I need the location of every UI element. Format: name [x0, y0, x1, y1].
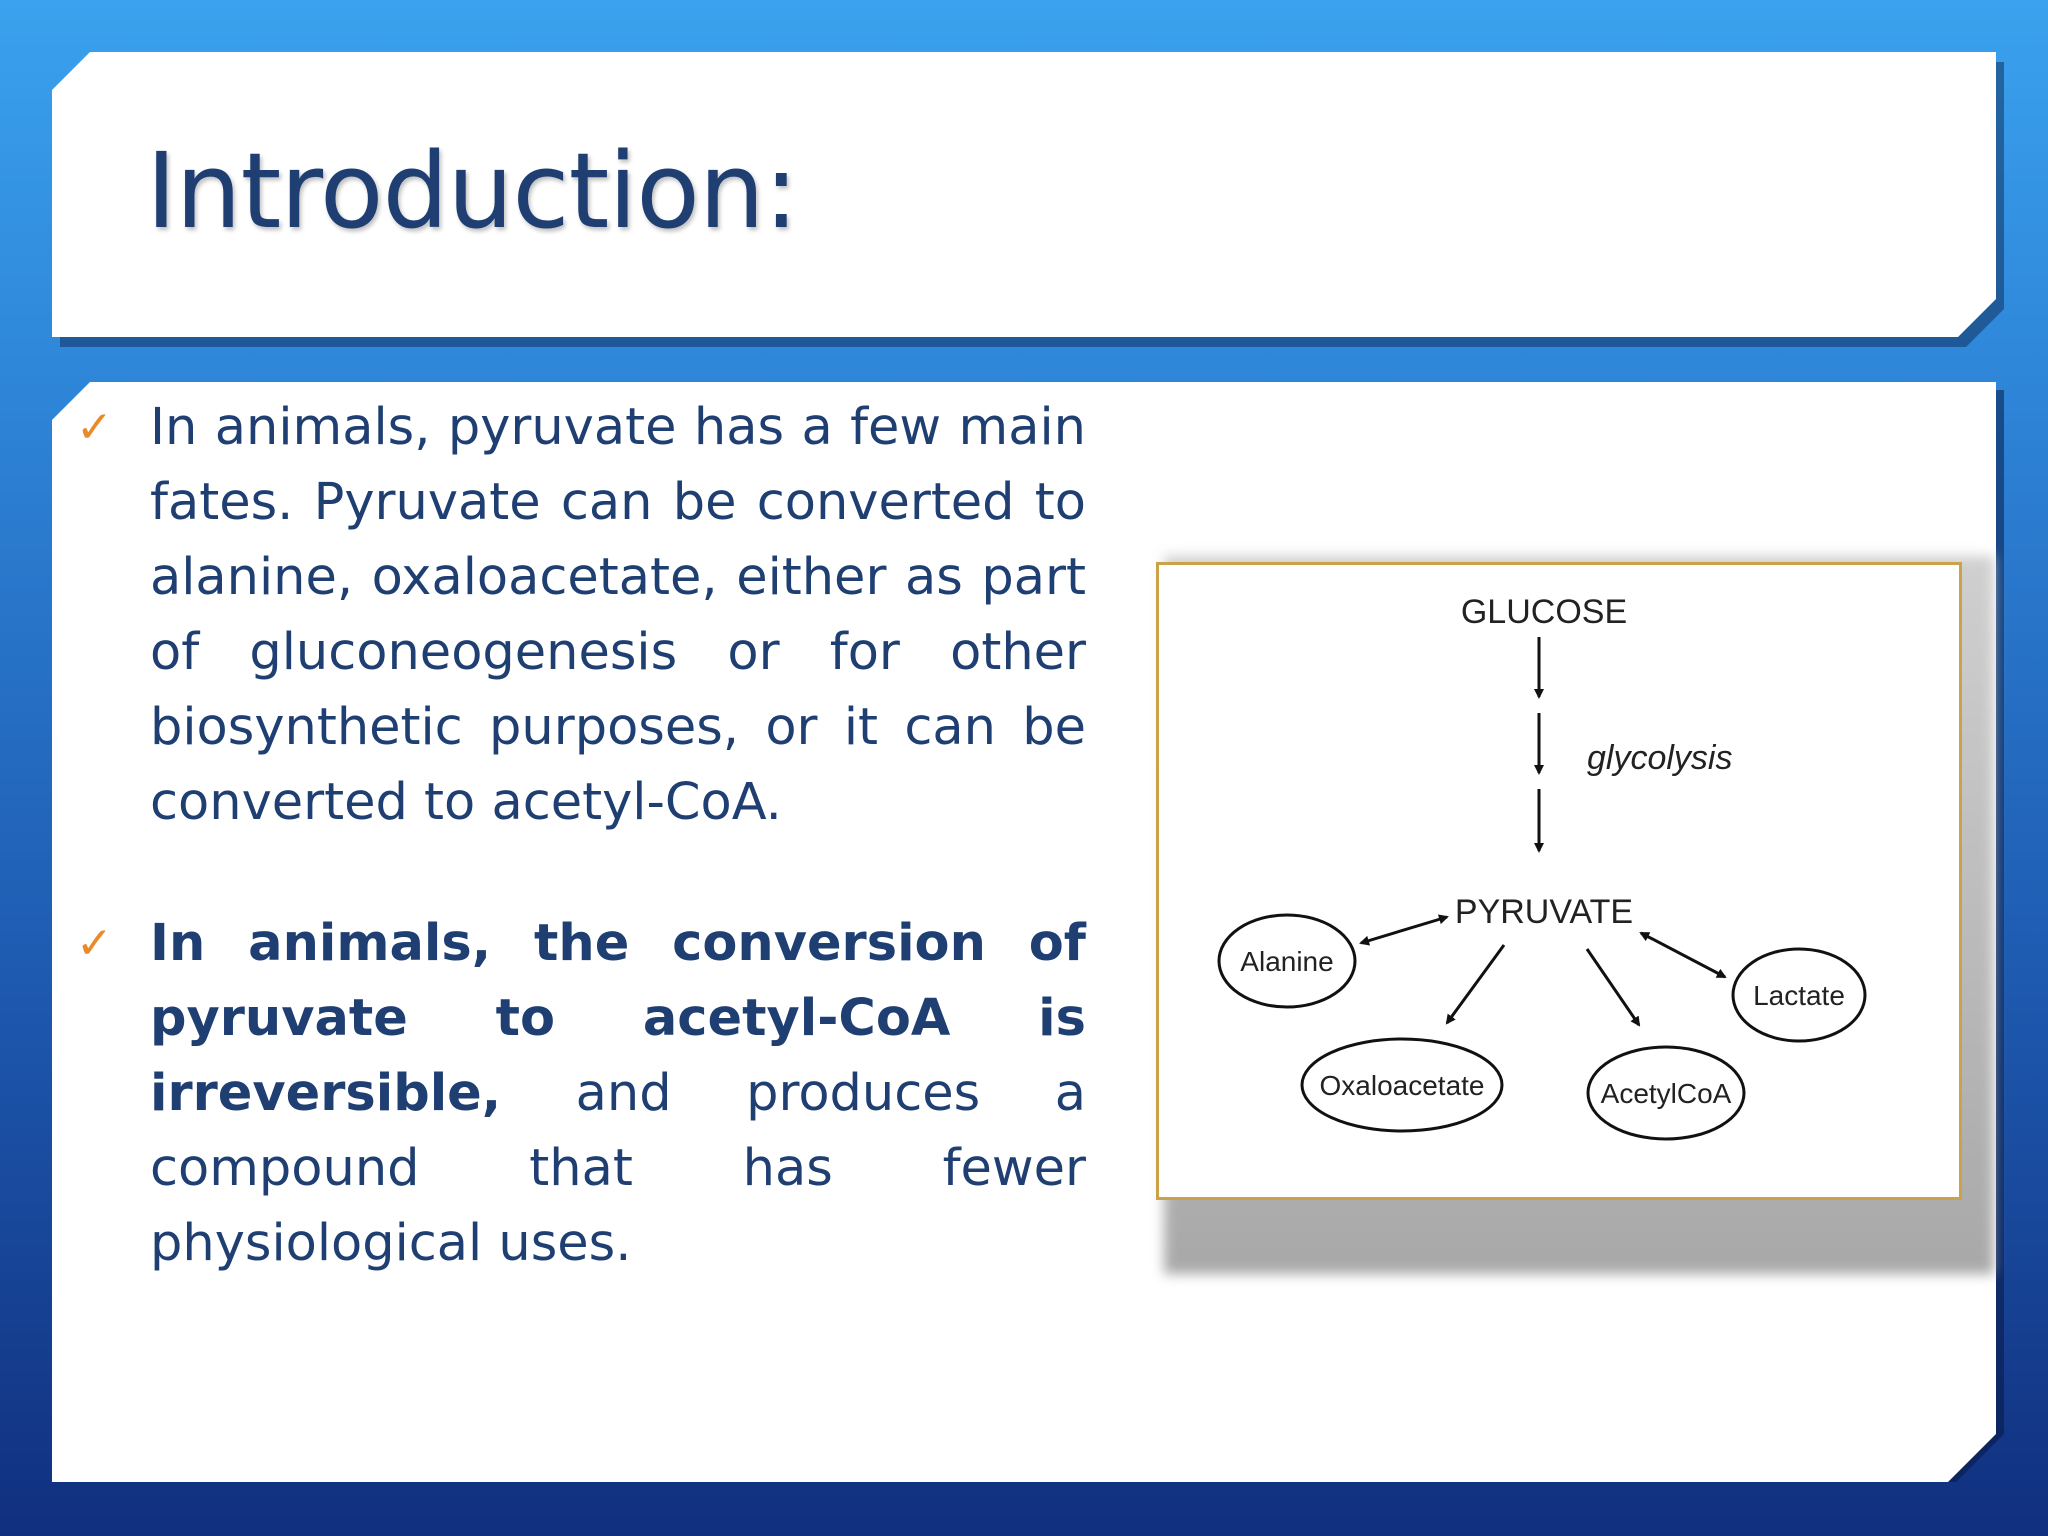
arrow-pyruvate-oxaloacetate: [1447, 945, 1504, 1023]
glucose-label: GLUCOSE: [1460, 593, 1628, 631]
pyruvate-fates-figure: [1146, 534, 1992, 1274]
arrow-pyruvate-acetylcoa: [1587, 949, 1639, 1025]
bullet-text: and produces a compound that has fewer physiological uses.: [150, 1064, 1086, 1273]
arrow-pyruvate-alanine: [1361, 917, 1447, 943]
glycolysis-label: glycolysis: [1587, 739, 1733, 777]
bullet-list: [70, 390, 1086, 1281]
checkmark-icon: ✓: [76, 402, 113, 453]
pyruvate-label: PYRUVATE: [1454, 893, 1634, 931]
alanine-label: Alanine: [1240, 946, 1334, 977]
bullet-text: In animals, pyruvate has a few main fates. Pyruvate can be converted to alanine, oxaloacetate, either as part of gluconeogenesis or for other biosynthetic purposes, or it can be converted to acetyl-CoA.: [150, 398, 1086, 832]
pyruvate-diagram: [1159, 565, 1959, 1197]
bullet-bold-text: In animals, the conversion of pyruvate to acetyl-CoA is irreversible,: [150, 914, 1086, 1123]
arrow-pyruvate-lactate: [1641, 933, 1725, 977]
lactate-label: Lactate: [1753, 980, 1845, 1011]
acetylcoa-label: AcetylCoA: [1600, 1078, 1732, 1109]
checkmark-icon: ✓: [76, 918, 113, 969]
oxaloacetate-label: Oxaloacetate: [1319, 1070, 1485, 1101]
slide-title: Introduction:: [146, 130, 798, 252]
figure-frame: [1156, 562, 1962, 1200]
bullet-item-2: [70, 906, 1086, 1281]
bullet-item-1: [70, 390, 1086, 840]
